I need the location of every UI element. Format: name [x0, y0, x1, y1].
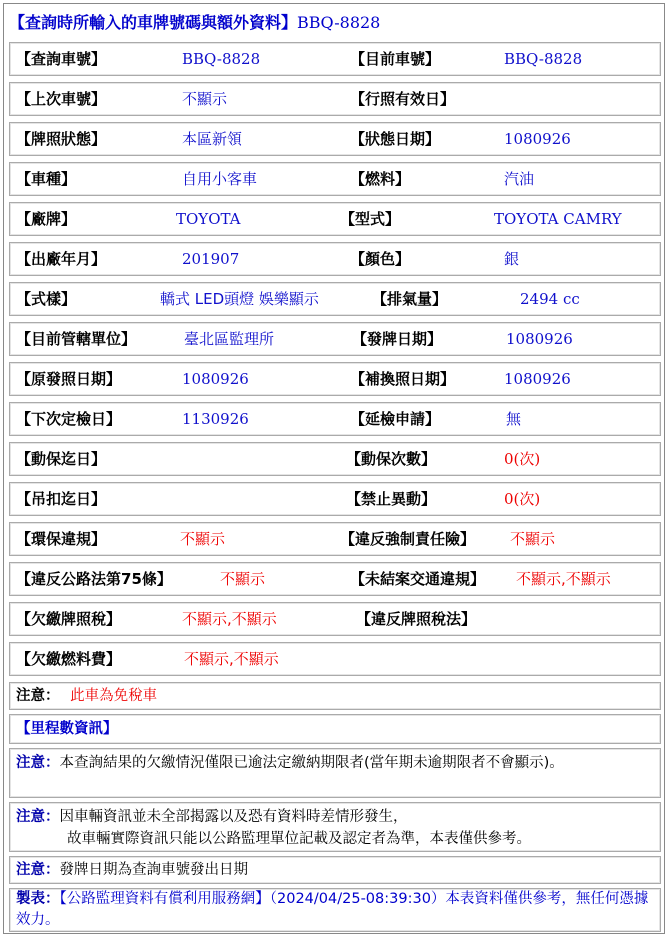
value-query-plate: BBQ-8828 — [182, 50, 261, 68]
value-model: TOYOTA CAMRY — [494, 210, 622, 228]
value-unpaid-license-tax: 不顯示,不顯示 — [182, 610, 277, 628]
value-current-plate: BBQ-8828 — [504, 50, 583, 68]
note-1-label: 注意： — [16, 755, 60, 771]
tax-note-label: 注意： — [16, 688, 60, 704]
note-2-line-1: 因車輛資訊並未全部揭露以及恐有資料時差情形發生， — [59, 809, 408, 825]
label-brand: 【廠牌】 — [16, 210, 77, 228]
tax-exempt-note — [9, 682, 661, 710]
label-license-tax-violation: 【違反牌照稅法】 — [356, 610, 477, 628]
mileage-title: 【里程數資訊】 — [16, 721, 118, 737]
value-status-date: 1080926 — [504, 130, 571, 148]
value-inspection-deferral: 無 — [506, 410, 522, 428]
value-manufacture-date: 201907 — [182, 250, 240, 268]
value-open-traffic-violations: 不顯示,不顯示 — [516, 570, 611, 588]
report-footer — [9, 888, 661, 932]
note-3-label: 注意： — [16, 862, 60, 878]
value-reissue-license-date: 1080926 — [504, 370, 571, 388]
row-highway-act-violation — [9, 562, 661, 596]
note-plate-issue-date — [9, 856, 661, 884]
report-title — [9, 8, 380, 38]
label-query-plate: 【查詢車號】 — [16, 50, 107, 68]
label-compulsory-insurance-violation: 【違反強制責任險】 — [340, 530, 476, 548]
row-chattel-mortgage — [9, 442, 661, 476]
label-jurisdiction: 【目前管轄單位】 — [16, 330, 137, 348]
row-style — [9, 282, 661, 316]
label-original-license-date: 【原發照日期】 — [16, 370, 122, 388]
value-displacement: 2494 cc — [520, 290, 580, 308]
value-plate-issue-date: 1080926 — [506, 330, 573, 348]
value-transfer-prohibited: 0(次) — [504, 490, 541, 508]
row-previous-plate — [9, 82, 661, 116]
row-environmental-violation — [9, 522, 661, 556]
value-brand: TOYOTA — [176, 210, 241, 228]
note-unpaid-scope — [9, 748, 661, 798]
label-suspension-end: 【吊扣迄日】 — [16, 490, 107, 508]
value-next-inspection: 1130926 — [182, 410, 249, 428]
value-environmental-violation: 不顯示 — [180, 530, 226, 548]
value-original-license-date: 1080926 — [182, 370, 249, 388]
label-chattel-mortgage-end: 【動保迄日】 — [16, 450, 107, 468]
row-original-license-date — [9, 362, 661, 396]
row-manufacture-date — [9, 242, 661, 276]
note-2-label: 注意： — [16, 809, 60, 825]
value-jurisdiction: 臺北區監理所 — [184, 330, 275, 348]
tax-note-text: 此車為免稅車 — [70, 688, 158, 704]
footer-text: 【公路監理資料有償利用服務網】（2024/04/25-08:39:30）本表資料僅供參考，無任何憑據效力。 — [16, 891, 649, 928]
value-plate-status: 本區新領 — [182, 130, 243, 148]
label-plate-status: 【牌照狀態】 — [16, 130, 107, 148]
label-color: 【顏色】 — [350, 250, 411, 268]
note-3-text: 發牌日期為查詢車號發出日期 — [59, 862, 248, 878]
label-previous-plate: 【上次車號】 — [16, 90, 107, 108]
row-license-tax — [9, 602, 661, 636]
label-next-inspection: 【下次定檢日】 — [16, 410, 122, 428]
value-highway-act-violation: 不顯示 — [220, 570, 266, 588]
label-environmental-violation: 【環保違規】 — [16, 530, 107, 548]
note-2-line-2: 故車輛實際資訊只能以公路監理單位記載及認定者為準，本表僅供參考。 — [67, 831, 531, 847]
label-chattel-mortgage-count: 【動保次數】 — [346, 450, 437, 468]
label-fuel: 【燃料】 — [350, 170, 411, 188]
value-fuel: 汽油 — [504, 170, 535, 188]
title-label: 【查詢時所輸入的車牌號碼與額外資料】 — [9, 13, 298, 32]
value-previous-plate: 不顯示 — [182, 90, 228, 108]
row-plate-status — [9, 122, 661, 156]
note-1-text: 本查詢結果的欠繳情況僅限已逾法定繳納期限者(當年期未逾期限者不會顯示)。 — [59, 755, 564, 771]
value-unpaid-fuel-fee: 不顯示,不顯示 — [184, 650, 279, 668]
value-chattel-mortgage-count: 0(次) — [504, 450, 541, 468]
label-highway-act-violation: 【違反公路法第75條】 — [16, 570, 172, 588]
label-reissue-license-date: 【補換照日期】 — [350, 370, 456, 388]
label-unpaid-license-tax: 【欠繳牌照稅】 — [16, 610, 122, 628]
value-color: 銀 — [504, 250, 520, 268]
row-fuel-fee — [9, 642, 661, 676]
row-brand — [9, 202, 661, 236]
label-status-date: 【狀態日期】 — [350, 130, 441, 148]
footer-label: 製表： — [16, 891, 60, 907]
row-jurisdiction — [9, 322, 661, 356]
label-manufacture-date: 【出廠年月】 — [16, 250, 107, 268]
mileage-section — [9, 714, 661, 744]
label-plate-issue-date: 【發牌日期】 — [352, 330, 443, 348]
value-style: 轎式 LED頭燈 娛樂顯示 — [160, 290, 319, 308]
label-vehicle-type: 【車種】 — [16, 170, 77, 188]
label-current-plate: 【目前車號】 — [350, 50, 441, 68]
value-vehicle-type: 自用小客車 — [182, 170, 258, 188]
label-inspection-deferral: 【延檢申請】 — [350, 410, 441, 428]
report-panel — [3, 3, 665, 934]
row-plate — [9, 42, 661, 76]
row-next-inspection — [9, 402, 661, 436]
label-unpaid-fuel-fee: 【欠繳燃料費】 — [16, 650, 122, 668]
label-displacement: 【排氣量】 — [372, 290, 448, 308]
label-model: 【型式】 — [340, 210, 401, 228]
label-style: 【式樣】 — [16, 290, 77, 308]
title-plate: BBQ-8828 — [297, 13, 381, 32]
row-vehicle-type — [9, 162, 661, 196]
note-data-disclaimer — [9, 802, 661, 852]
label-license-valid-date: 【行照有效日】 — [350, 90, 456, 108]
row-suspension — [9, 482, 661, 516]
label-open-traffic-violations: 【未結案交通違規】 — [350, 570, 486, 588]
label-transfer-prohibited: 【禁止異動】 — [346, 490, 437, 508]
value-compulsory-insurance-violation: 不顯示 — [510, 530, 556, 548]
